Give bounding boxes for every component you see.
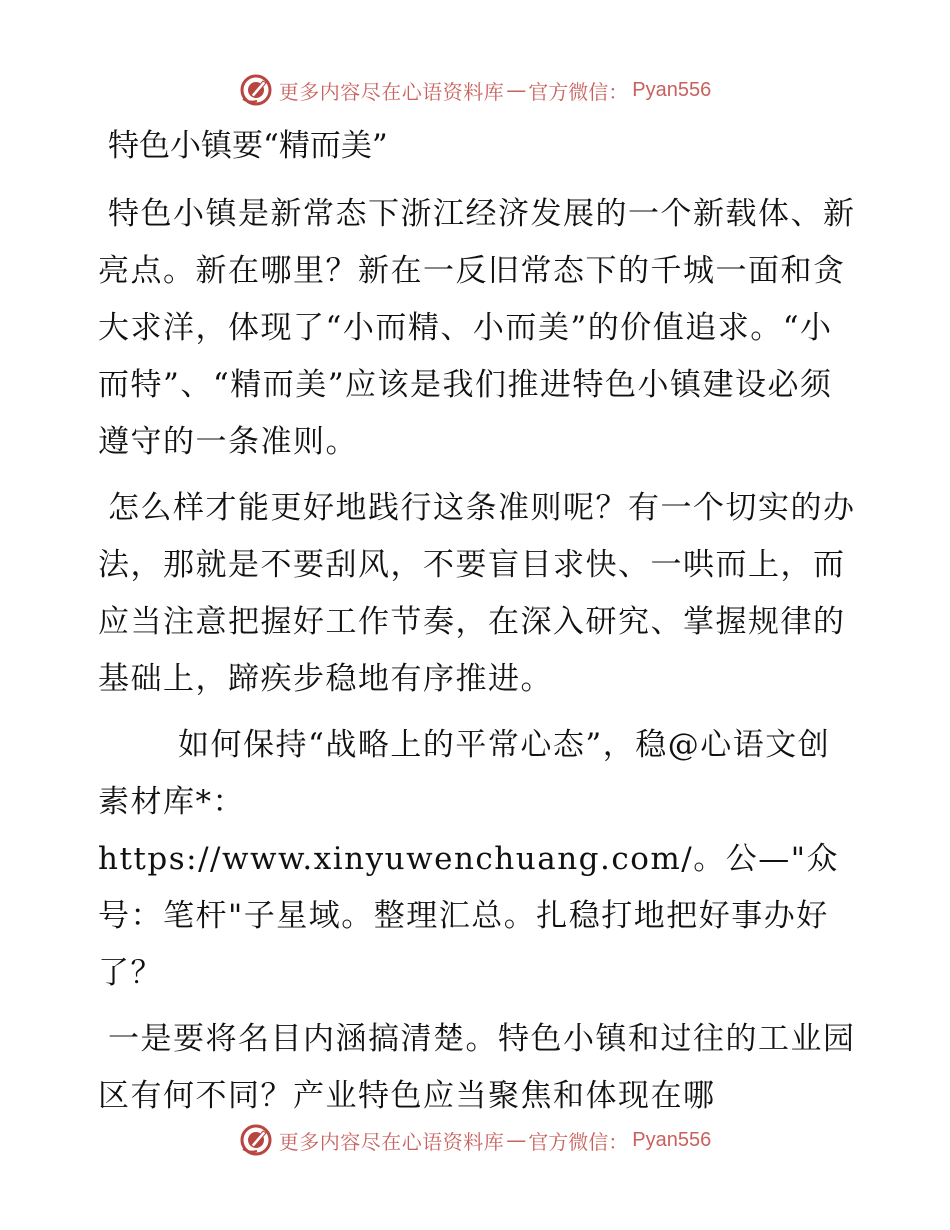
article-title: 特色小镇要“精而美” bbox=[108, 128, 388, 164]
banner-separator: — bbox=[506, 78, 527, 102]
banner-text: 更多内容尽在心语资料库 bbox=[278, 79, 505, 104]
wechat-colon: ： bbox=[608, 1129, 629, 1154]
banner-text: 更多内容尽在心语资料库 bbox=[278, 1129, 505, 1154]
wechat-id: Pyan556 bbox=[632, 78, 712, 101]
footer-banner bbox=[0, 1120, 950, 1160]
wechat-id: Pyan556 bbox=[632, 1128, 712, 1151]
article bbox=[98, 120, 858, 1134]
banner-separator: — bbox=[506, 1128, 527, 1152]
wechat-label: 官方微信 bbox=[528, 79, 609, 104]
paragraph-4: 一是要将名目内涵搞清楚。特色小镇和过往的工业园区有何不同？产业特色应当聚焦和体现在哪 bbox=[98, 1021, 856, 1114]
header-banner bbox=[0, 70, 950, 110]
wechat-label: 官方微信 bbox=[528, 1129, 609, 1154]
paragraph-1: 特色小镇是新常态下浙江经济发展的一个新载体、新亮点。新在哪里？新在一反旧常态下的千城一面和贪大求洋，体现了“小而精、小而美”的价值追求。“小而特”、“精而美”应该是我们推进特色小镇建设必须遵守的一条准则。 bbox=[98, 196, 856, 460]
logo-icon bbox=[239, 1123, 273, 1157]
paragraph-3: 如何保持“战略上的平常心态”，稳@心语文创素材库*：https://www.xinyuwenchuang.com/。公—"众号：笔杆"子星域。整理汇总。扎稳打地把好事办好了？ bbox=[98, 727, 839, 991]
logo-icon bbox=[239, 73, 273, 107]
wechat-colon: ： bbox=[608, 79, 629, 104]
paragraph-2: 怎么样才能更好地践行这条准则呢？有一个切实的办法，那就是不要刮风，不要盲目求快、一哄而上，而应当注意把握好工作节奏，在深入研究、掌握规律的基础上，蹄疾步稳地有序推进。 bbox=[98, 490, 856, 697]
